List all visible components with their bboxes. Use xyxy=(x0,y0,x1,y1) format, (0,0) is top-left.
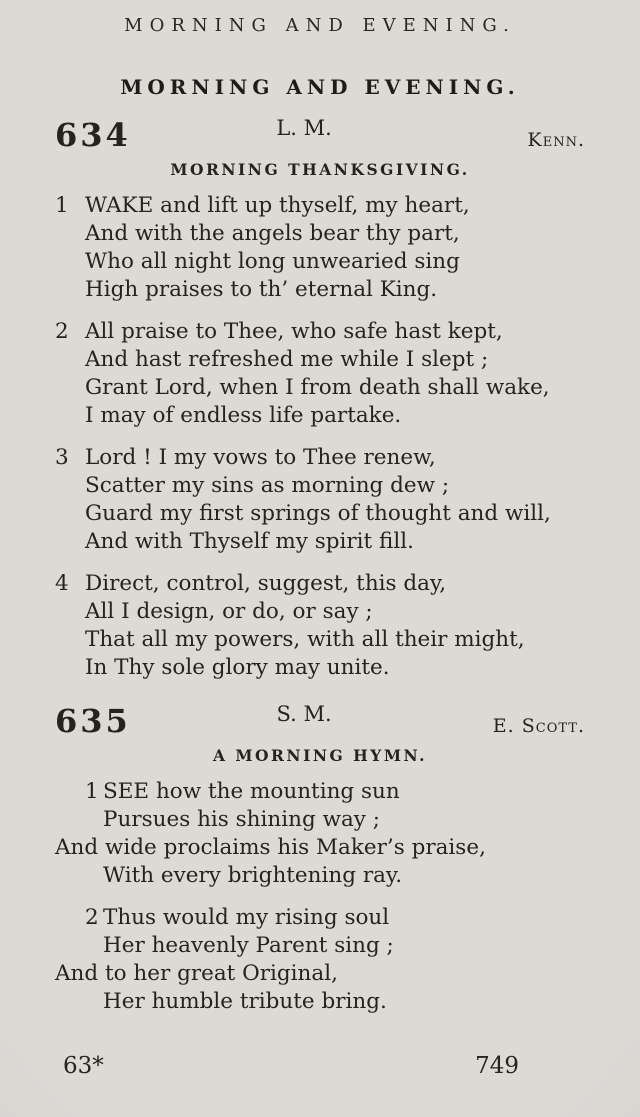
verse-number: 1 xyxy=(55,193,69,218)
verse xyxy=(55,318,585,430)
verse-number: 3 xyxy=(55,445,69,470)
page-number: 749 xyxy=(475,1053,519,1079)
verse-line: 3 Lord ! I my vows to Thee renew, xyxy=(55,445,436,470)
page-footer xyxy=(55,1053,585,1079)
hymn-section xyxy=(55,116,585,682)
hymn-meter: S. M. xyxy=(276,702,332,726)
verse-line: Scatter my sins as morning dew ; xyxy=(85,473,450,498)
verse xyxy=(55,904,585,1016)
hymn-number: 634 xyxy=(55,116,131,154)
hymn-section xyxy=(55,702,585,1016)
hymn-number: 635 xyxy=(55,702,131,740)
verse-number: 2 xyxy=(85,905,99,930)
verse-line: And to her great Original, xyxy=(55,961,338,986)
section-title: MORNING AND EVENING. xyxy=(120,75,520,99)
verse-line: Her humble tribute bring. xyxy=(103,989,387,1014)
hymn-title: A MORNING HYMN. xyxy=(212,746,428,765)
verse-line: I may of endless life partake. xyxy=(85,403,402,428)
verse-number: 2 xyxy=(55,319,69,344)
hymn-author: Kenn. xyxy=(527,129,585,151)
verse-line: 2 All praise to Thee, who safe hast kept, xyxy=(55,319,503,344)
verse-line: 2 Thus would my rising soul xyxy=(85,905,390,930)
hymns-container xyxy=(55,116,585,1016)
verse xyxy=(55,778,585,890)
verse-line: 1 WAKE and lift up thyself, my heart, xyxy=(55,193,470,218)
verse xyxy=(55,570,585,682)
verse-line: Who all night long unwearied sing xyxy=(85,249,460,274)
verse-line: Guard my first springs of thought and will, xyxy=(85,501,551,526)
verse-line: All I design, or do, or say ; xyxy=(85,599,373,624)
hymn-author: E. Scott. xyxy=(492,715,585,737)
verse-line: And with the angels bear thy part, xyxy=(85,221,460,246)
verse-line: Grant Lord, when I from death shall wake, xyxy=(85,375,550,400)
verse xyxy=(55,192,585,304)
verse-line: High praises to th’ eternal King. xyxy=(85,277,438,302)
verse-line: And hast refreshed me while I slept ; xyxy=(85,347,489,372)
verse-line: Her heavenly Parent sing ; xyxy=(103,933,394,958)
verse-line: 4 Direct, control, suggest, this day, xyxy=(55,571,447,596)
verse-line: With every brightening ray. xyxy=(103,863,403,888)
verse-line: And wide proclaims his Maker’s praise, xyxy=(55,835,486,860)
verse-number: 4 xyxy=(55,571,69,596)
hymn-meter: L. M. xyxy=(276,116,332,140)
verse-line: Pursues his shining way ; xyxy=(103,807,381,832)
verse-line: 1 SEE how the mounting sun xyxy=(85,779,400,804)
verse xyxy=(55,444,585,556)
running-head: MORNING AND EVENING. xyxy=(124,15,516,36)
hymn-title: MORNING THANKSGIVING. xyxy=(170,160,470,179)
verse-line: In Thy sole glory may unite. xyxy=(85,655,390,680)
verse-number: 1 xyxy=(85,779,99,804)
verse-line: And with Thyself my spirit fill. xyxy=(85,529,414,554)
signature-mark: 63* xyxy=(63,1053,104,1079)
verse-line: That all my powers, with all their might, xyxy=(85,627,525,652)
hymn-header xyxy=(55,702,585,740)
hymn-header xyxy=(55,116,585,154)
